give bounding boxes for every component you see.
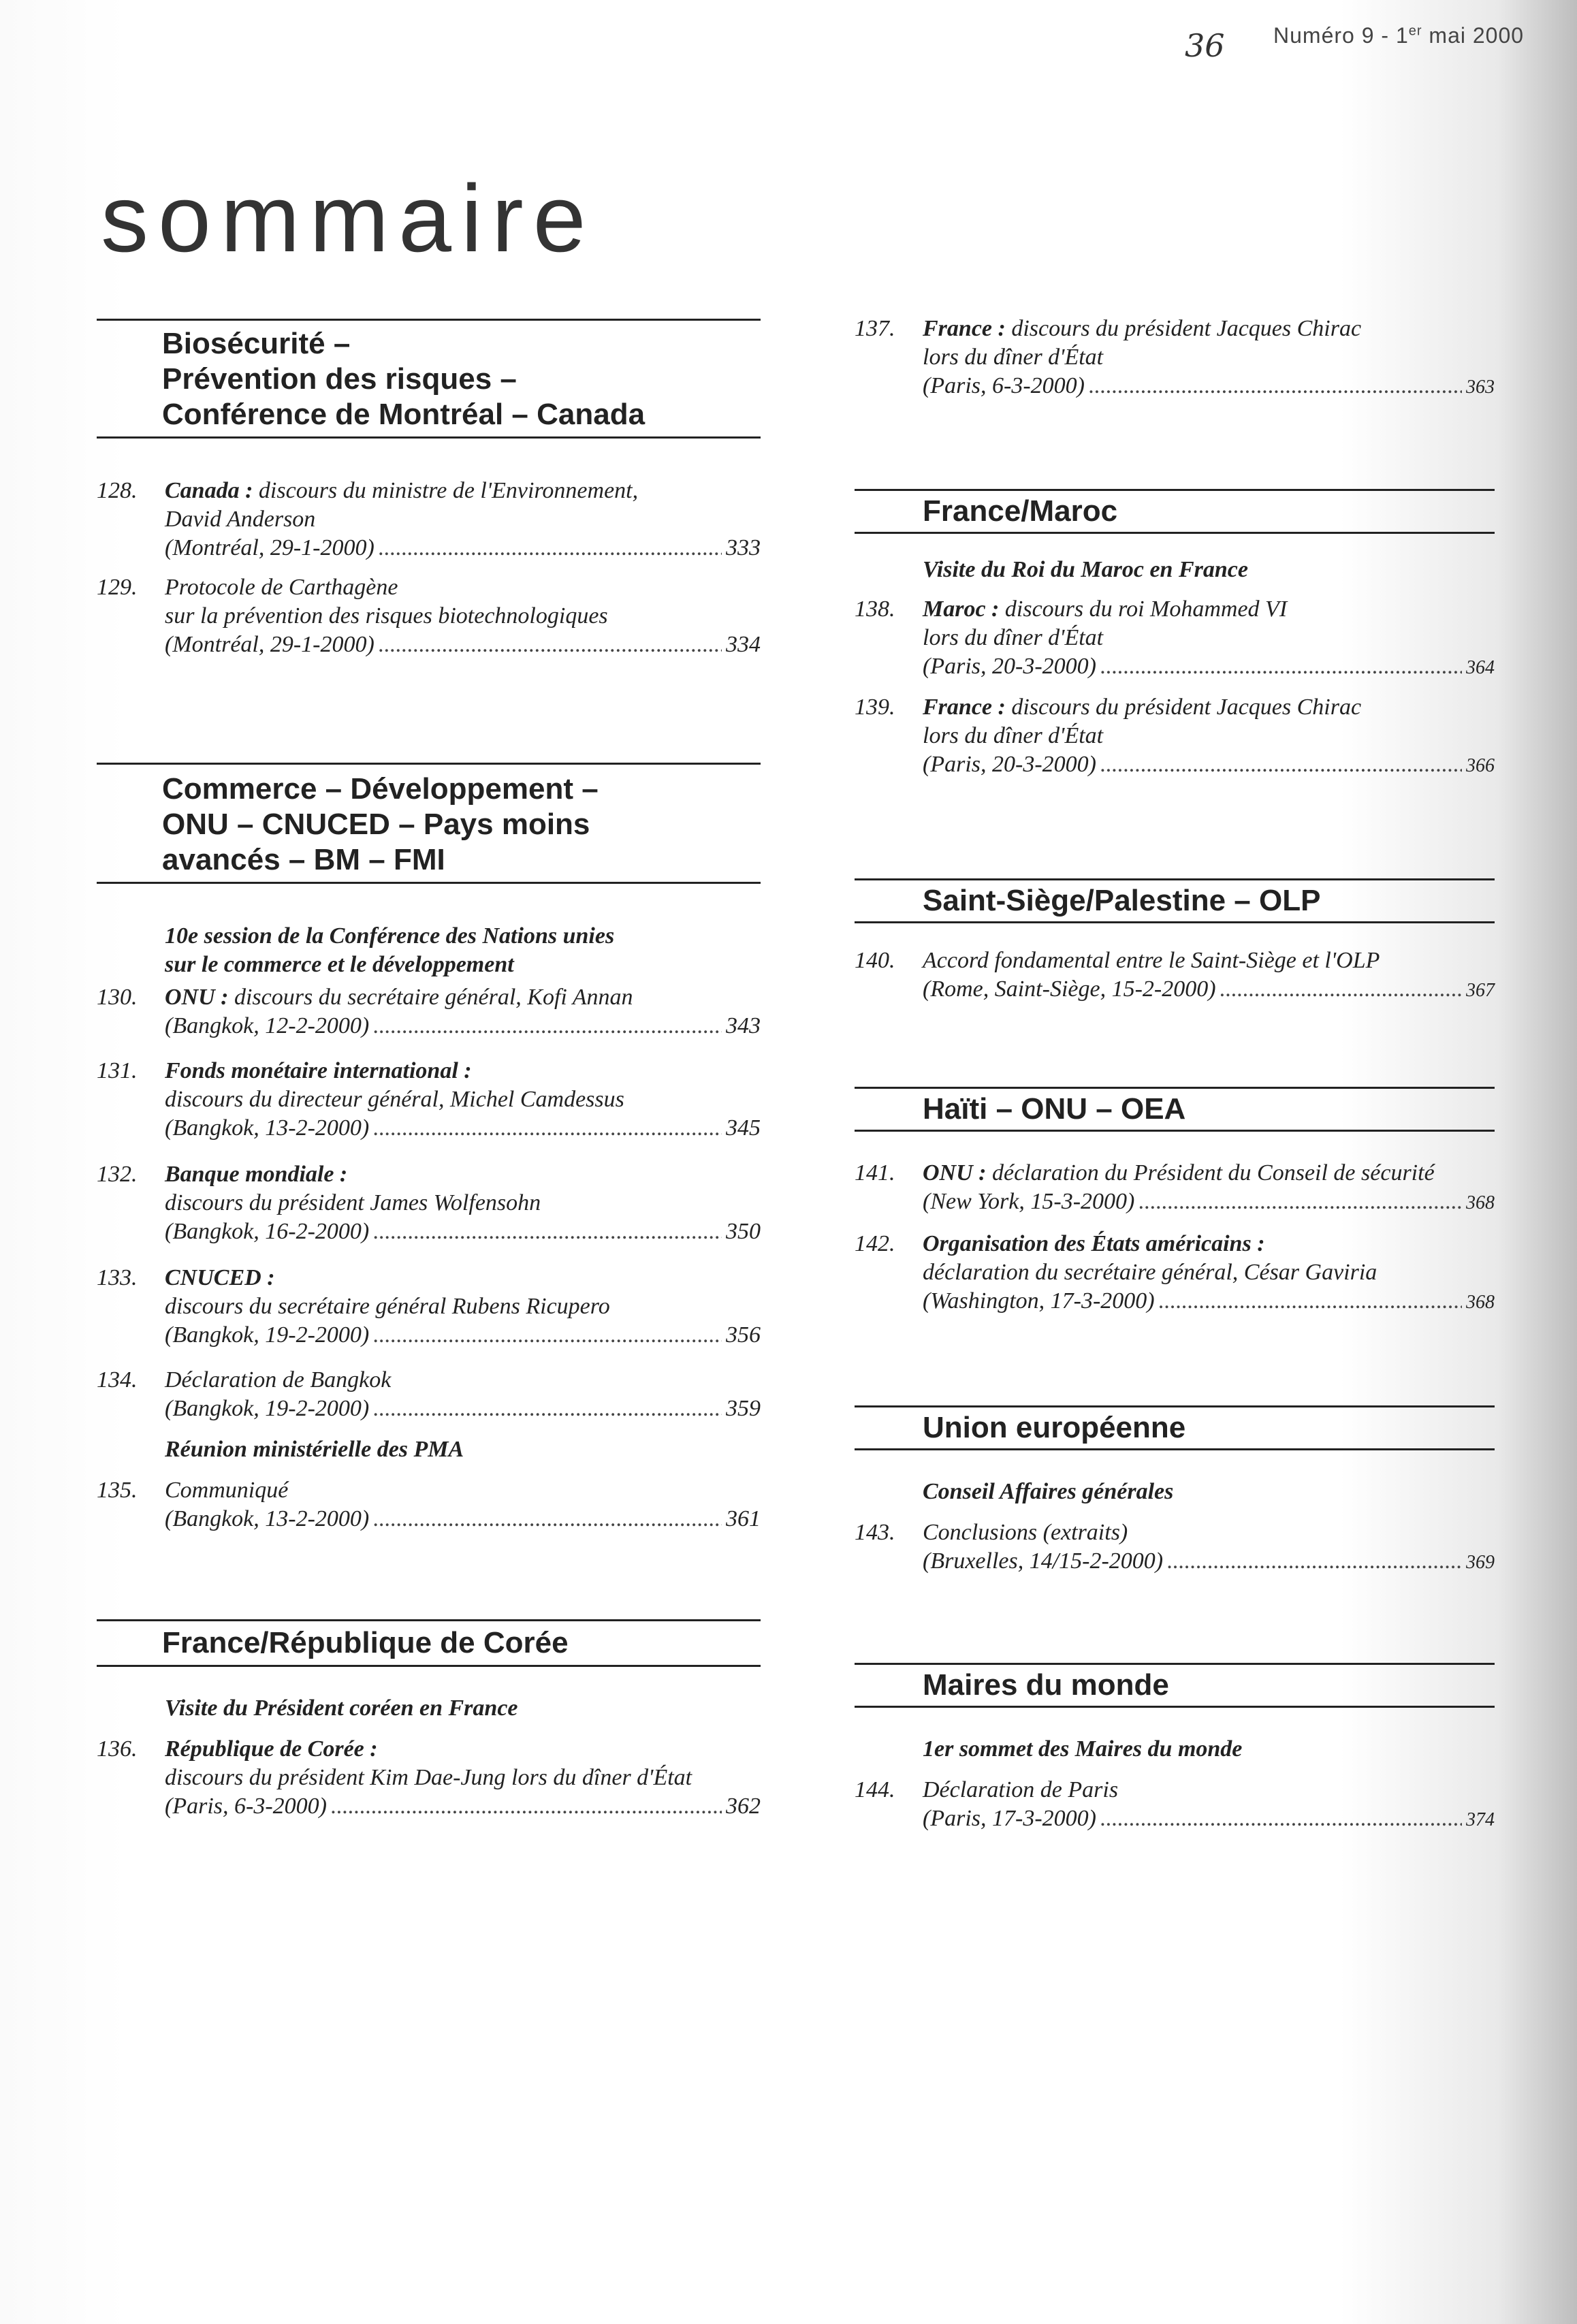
subsection-heading: 1er sommet des Maires du monde bbox=[923, 1736, 1243, 1762]
section-title: France/République de Corée bbox=[162, 1626, 569, 1659]
toc-entry-132[interactable]: 132. Banque mondiale : discours du président James Wolfensohn (Bangkok, 16-2-2000) ..... 350 bbox=[97, 1160, 761, 1246]
section-france-maroc bbox=[855, 489, 1495, 534]
toc-entry-144[interactable]: 144. Déclaration de Paris (Paris, 17-3-2000) ..... 374 bbox=[855, 1776, 1495, 1834]
page-ref: 364 bbox=[1466, 657, 1495, 678]
page-ref: 367 bbox=[1466, 980, 1495, 1001]
right-column bbox=[855, 315, 1495, 1834]
subsection-heading: 10e session de la Conférence des Nations unies sur le commerce et le développement bbox=[165, 923, 615, 977]
toc-entry-142[interactable]: 142. Organisation des États américains : déclaration du secrétaire général, César Gaviria (Washington, 17-3-2000) ..... 368 bbox=[855, 1230, 1495, 1317]
page-ref: 333 bbox=[726, 535, 761, 560]
toc-entry-133[interactable]: 133. CNUCED : discours du secrétaire général Rubens Ricupero (Bangkok, 19-2-2000) ..... 356 bbox=[97, 1264, 761, 1350]
issue-header: Numéro 9 - 1er mai 2000 bbox=[1273, 23, 1525, 48]
toc-entry-140[interactable]: 140. Accord fondamental entre le Saint-Siège et l'OLP (Rome, Saint-Siège, 15-2-2000) ..... 367 bbox=[855, 946, 1495, 1005]
page-ref: 362 bbox=[726, 1794, 761, 1819]
section-commerce bbox=[97, 763, 761, 884]
toc-entry-130[interactable]: 130. ONU : discours du secrétaire général, Kofi Annan (Bangkok, 12-2-2000) ..... 343 bbox=[97, 983, 761, 1040]
page-ref: 368 bbox=[1466, 1292, 1495, 1313]
toc-entry-129[interactable]: 129. Protocole de Carthagène sur la prévention des risques biotechnologiques (Montréal, 29-1-2000) ..... 334 bbox=[97, 573, 761, 659]
section-title: Saint-Siège/Palestine – OLP bbox=[923, 884, 1321, 917]
page-title: sommaire bbox=[101, 165, 596, 272]
section-maires-du-monde bbox=[855, 1663, 1495, 1708]
toc-entry-135[interactable]: 135. Communiqué (Bangkok, 13-2-2000) ..... 361 bbox=[97, 1476, 761, 1533]
section-union-europeenne bbox=[855, 1405, 1495, 1450]
section-title: Maires du monde bbox=[923, 1668, 1169, 1702]
toc-entry-131[interactable]: 131. Fonds monétaire international : discours du directeur général, Michel Camdessus (Bangkok, 13-2-2000) ..... 345 bbox=[97, 1057, 761, 1143]
section-france-coree bbox=[97, 1619, 761, 1667]
page-ref: 345 bbox=[726, 1115, 761, 1141]
section-saint-siege bbox=[855, 878, 1495, 923]
page-ref: 361 bbox=[726, 1506, 761, 1531]
toc-entry-143[interactable]: 143. Conclusions (extraits) (Bruxelles, 14/15-2-2000) ..... 369 bbox=[855, 1518, 1495, 1577]
section-biosecurite bbox=[97, 319, 761, 439]
page-ref: 363 bbox=[1466, 377, 1495, 398]
page-ref: 350 bbox=[726, 1219, 761, 1244]
toc-entry-139[interactable]: 139. France : discours du président Jacques Chirac lors du dîner d'État (Paris, 20-3-2000) ..... 366 bbox=[855, 693, 1495, 780]
toc-entry-128[interactable]: 128. Canada : discours du ministre de l'Environnement, David Anderson (Montréal, 29-1-2000) ..... 333 bbox=[97, 477, 761, 562]
subsection-heading: Visite du Roi du Maroc en France bbox=[923, 557, 1248, 582]
subsection-heading: Conseil Affaires générales bbox=[923, 1479, 1174, 1504]
section-haiti bbox=[855, 1087, 1495, 1132]
toc-entry-141[interactable]: 141. ONU : déclaration du Président du Conseil de sécurité (New York, 15-3-2000) ..... 368 bbox=[855, 1159, 1495, 1217]
page-ref: 366 bbox=[1466, 755, 1495, 776]
toc-entry-137[interactable]: 137. France : discours du président Jacques Chirac lors du dîner d'État (Paris, 6-3-2000) ..... 363 bbox=[855, 315, 1495, 402]
page-ref: 343 bbox=[726, 1013, 761, 1038]
page-ref: 359 bbox=[726, 1396, 761, 1421]
section-title: Haïti – ONU – OEA bbox=[923, 1092, 1186, 1126]
handwritten-page-number: 36 bbox=[1185, 27, 1225, 64]
toc-entry-136[interactable]: 136. République de Corée : discours du président Kim Dae-Jung lors du dîner d'État (Paris, 6-3-2000) ..... 362 bbox=[97, 1735, 761, 1821]
page-ref: 356 bbox=[726, 1322, 761, 1348]
page-ref: 368 bbox=[1466, 1192, 1495, 1213]
page-ref: 369 bbox=[1466, 1552, 1495, 1573]
section-title: Union européenne bbox=[923, 1411, 1186, 1444]
subsection-heading: Réunion ministérielle des PMA bbox=[165, 1437, 464, 1462]
section-title: Commerce – Développement – ONU – CNUCED – Pays moins avancés – BM – FMI bbox=[162, 772, 599, 876]
left-column bbox=[97, 319, 761, 1821]
page-ref: 334 bbox=[726, 632, 761, 657]
toc-entry-134[interactable]: 134. Déclaration de Bangkok (Bangkok, 19-2-2000) ..... 359 bbox=[97, 1366, 761, 1423]
section-title: Biosécurité – Prévention des risques – Conférence de Montréal – Canada bbox=[162, 327, 646, 431]
toc-entry-138[interactable]: 138. Maroc : discours du roi Mohammed VI lors du dîner d'État (Paris, 20-3-2000) ..... 364 bbox=[855, 595, 1495, 682]
subsection-heading: Visite du Président coréen en France bbox=[165, 1696, 518, 1721]
section-title: France/Maroc bbox=[923, 494, 1118, 528]
page-ref: 374 bbox=[1466, 1809, 1495, 1830]
